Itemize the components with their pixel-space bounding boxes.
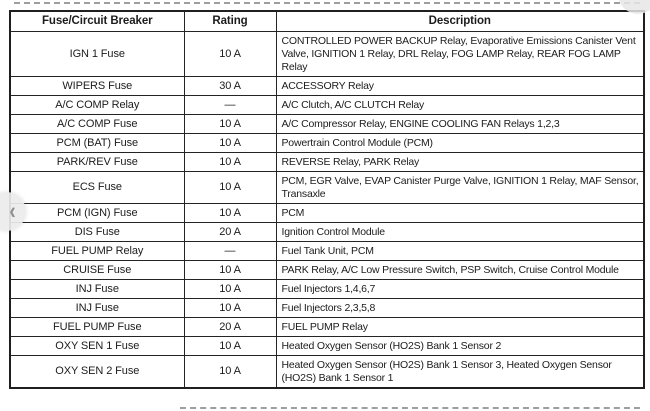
table-row	[10, 96, 644, 115]
table-row	[10, 299, 644, 318]
table-row	[10, 204, 644, 223]
table-row	[10, 32, 644, 77]
fuse-name-cell: A/C COMP Fuse	[10, 115, 184, 134]
rating-cell: 20 A	[184, 223, 276, 242]
chevron-left-icon: ‹	[9, 198, 16, 225]
column-header-description: Description	[276, 11, 644, 32]
description-cell: REVERSE Relay, PARK Relay	[276, 153, 644, 172]
table-row	[10, 223, 644, 242]
table-row	[10, 77, 644, 96]
scan-artifact-top-line	[14, 2, 640, 4]
description-cell: ACCESSORY Relay	[276, 77, 644, 96]
description-cell: Ignition Control Module	[276, 223, 644, 242]
table-row	[10, 153, 644, 172]
fuse-table-container	[9, 10, 643, 389]
table-row	[10, 280, 644, 299]
description-cell: Fuel Tank Unit, PCM	[276, 242, 644, 261]
fuse-name-cell: FUEL PUMP Fuse	[10, 318, 184, 337]
description-cell: CONTROLLED POWER BACKUP Relay, Evaporative Emissions Canister Vent Valve, IGNITION 1 Relay, DRL Relay, FOG LAMP Relay, REAR FOG LAMP Relay	[276, 32, 644, 77]
fuse-name-cell: PARK/REV Fuse	[10, 153, 184, 172]
rating-cell: 10 A	[184, 337, 276, 356]
fuse-name-cell: DIS Fuse	[10, 223, 184, 242]
table-row	[10, 261, 644, 280]
fuse-name-cell: OXY SEN 1 Fuse	[10, 337, 184, 356]
rating-cell: 10 A	[184, 356, 276, 389]
description-cell: Heated Oxygen Sensor (HO2S) Bank 1 Sensor 3, Heated Oxygen Sensor (HO2S) Bank 1 Sensor 1	[276, 356, 644, 389]
description-cell: A/C Clutch, A/C CLUTCH Relay	[276, 96, 644, 115]
header-row	[10, 11, 644, 32]
description-cell: Fuel Injectors 2,3,5,8	[276, 299, 644, 318]
rating-cell: 20 A	[184, 318, 276, 337]
column-header-fuse: Fuse/Circuit Breaker	[10, 11, 184, 32]
rating-cell: —	[184, 96, 276, 115]
fuse-name-cell: OXY SEN 2 Fuse	[10, 356, 184, 389]
fuse-name-cell: CRUISE Fuse	[10, 261, 184, 280]
table-row	[10, 115, 644, 134]
table-row	[10, 356, 644, 389]
rating-cell: 10 A	[184, 134, 276, 153]
fuse-name-cell: INJ Fuse	[10, 299, 184, 318]
description-cell: Heated Oxygen Sensor (HO2S) Bank 1 Sensor 2	[276, 337, 644, 356]
rating-cell: 30 A	[184, 77, 276, 96]
description-cell: A/C Compressor Relay, ENGINE COOLING FAN Relays 1,2,3	[276, 115, 644, 134]
fuse-name-cell: FUEL PUMP Relay	[10, 242, 184, 261]
description-cell: Powertrain Control Module (PCM)	[276, 134, 644, 153]
fuse-name-cell: A/C COMP Relay	[10, 96, 184, 115]
description-cell: PCM	[276, 204, 644, 223]
column-header-rating: Rating	[184, 11, 276, 32]
table-row	[10, 242, 644, 261]
fuse-name-cell: WIPERS Fuse	[10, 77, 184, 96]
rating-cell: 10 A	[184, 299, 276, 318]
description-cell: PCM, EGR Valve, EVAP Canister Purge Valve, IGNITION 1 Relay, MAF Sensor, Transaxle	[276, 172, 644, 204]
fuse-name-cell: PCM (BAT) Fuse	[10, 134, 184, 153]
rating-cell: —	[184, 242, 276, 261]
rating-cell: 10 A	[184, 261, 276, 280]
fuse-name-cell: IGN 1 Fuse	[10, 32, 184, 77]
fuse-name-cell: PCM (IGN) Fuse	[10, 204, 184, 223]
description-cell: FUEL PUMP Relay	[276, 318, 644, 337]
fuse-table	[9, 10, 645, 389]
rating-cell: 10 A	[184, 280, 276, 299]
rating-cell: 10 A	[184, 204, 276, 223]
scan-artifact-bottom-line	[180, 407, 640, 409]
table-row	[10, 337, 644, 356]
rating-cell: 10 A	[184, 153, 276, 172]
fuse-name-cell: ECS Fuse	[10, 172, 184, 204]
description-cell: Fuel Injectors 1,4,6,7	[276, 280, 644, 299]
rating-cell: 10 A	[184, 32, 276, 77]
table-row	[10, 172, 644, 204]
table-row	[10, 134, 644, 153]
rating-cell: 10 A	[184, 172, 276, 204]
fuse-name-cell: INJ Fuse	[10, 280, 184, 299]
description-cell: PARK Relay, A/C Low Pressure Switch, PSP Switch, Cruise Control Module	[276, 261, 644, 280]
table-row	[10, 318, 644, 337]
rating-cell: 10 A	[184, 115, 276, 134]
